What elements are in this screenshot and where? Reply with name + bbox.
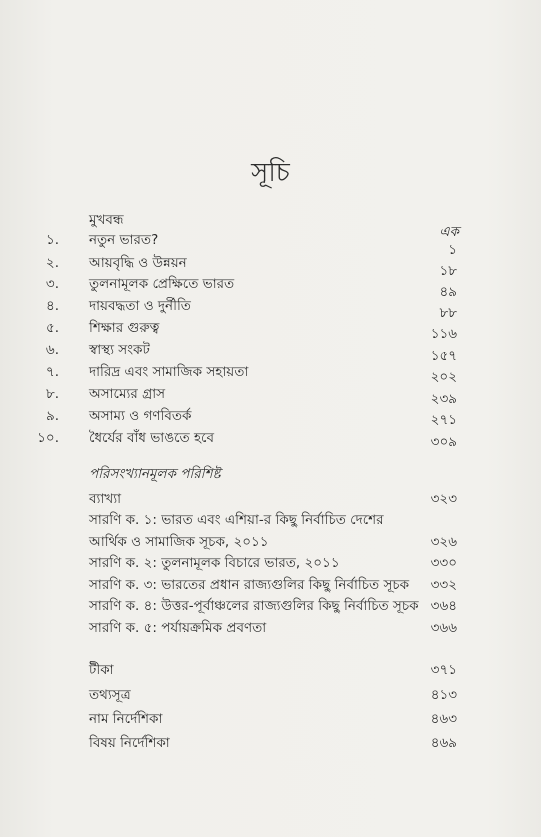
appendix-heading: পরিসংখ্যানমূলক পরিশিষ্ট [89,466,221,482]
foreword-label: মুখবন্ধ [89,212,124,228]
chapter-title: অসাম্যের গ্রাস [89,386,166,402]
appendix-item: সারণি ক. ১: ভারত এবং এশিয়া-র কিছু নির্বাচিত দেশের [89,512,384,528]
back-matter-item: টীকা [89,662,114,678]
chapter-number: ৫. [45,320,59,336]
chapter-number: ১. [45,232,59,248]
back-matter-page: ৪৬৩ [430,711,457,727]
chapter-title: দায়বদ্ধতা ও দুর্নীতি [89,298,191,314]
chapter-title: তুলনামূলক প্রেক্ষিতে ভারত [89,276,235,292]
chapter-page: ৩০৯ [430,434,457,450]
appendix-page: ৩২৬ [430,534,457,550]
appendix-item: ব্যাখ্যা [89,491,122,507]
chapter-number: ৭. [45,364,59,380]
chapter-page: ২৩৯ [430,391,457,407]
appendix-item: সারণি ক. ৩: ভারতের প্রধান রাজ্যগুলির কিছু নির্বাচিত সূচক [89,577,410,593]
chapter-title: অসাম্য ও গণবিতর্ক [89,408,192,424]
appendix-page: ৩৬৪ [430,598,457,614]
appendix-item: সারণি ক. ৪: উত্তর-পূর্বাঞ্চলের রাজ্যগুলির কিছু নির্বাচিত সূচক [89,598,419,614]
appendix-page: ৩৩০ [430,555,457,571]
chapter-number: ৩. [45,276,59,292]
chapter-page: ১১৬ [430,326,457,342]
chapter-page: ১৫৭ [430,348,457,364]
chapter-page: ১৮ [439,263,457,279]
appendix-item: আর্থিক ও সামাজিক সূচক, ২০১১ [89,534,269,550]
chapter-page: ২৭১ [430,412,457,428]
chapter-number: ৪. [45,298,59,314]
appendix-item: সারণি ক. ৫: পর্যায়ক্রমিক প্রবণতা [89,620,267,636]
chapter-title: আয়বৃদ্ধি ও উন্নয়ন [89,255,187,271]
chapter-page: ৪৯ [439,284,457,300]
chapter-page: ৮৮ [439,305,457,321]
chapter-title: স্বাস্থ্য সংকট [89,342,150,358]
appendix-item: সারণি ক. ২: তুলনামূলক বিচারে ভারত, ২০১১ [89,555,340,571]
chapter-number: ৬. [45,342,59,358]
back-matter-page: ৩৭১ [430,662,457,678]
back-matter-page: ৪৬৯ [430,735,457,751]
chapter-page: ২০২ [430,369,457,385]
back-matter-item: নাম নির্দেশিকা [89,711,163,727]
back-matter-page: ৪১৩ [430,687,457,703]
chapter-title: শিক্ষার গুরুত্ব [89,320,160,336]
chapter-title: নতুন ভারত? [89,232,159,248]
chapter-title: দারিদ্র এবং সামাজিক সহায়তা [89,364,249,380]
chapter-number: ১০. [37,430,59,446]
appendix-page: ৩২৩ [430,491,457,507]
appendix-page: ৩৩২ [430,577,457,593]
foreword-page: এক [439,224,459,240]
chapter-number: ৯. [45,408,59,424]
page-title: সূচি [251,158,290,188]
chapter-number: ২. [45,255,59,271]
chapter-number: ৮. [45,386,59,402]
chapter-title: ধৈর্যের বাঁধ ভাঙতে হবে [89,430,214,446]
chapter-page: ১ [448,242,457,258]
back-matter-item: বিষয় নির্দেশিকা [89,735,170,751]
back-matter-item: তথ্যসূত্র [89,687,131,703]
appendix-page: ৩৬৬ [430,620,457,636]
